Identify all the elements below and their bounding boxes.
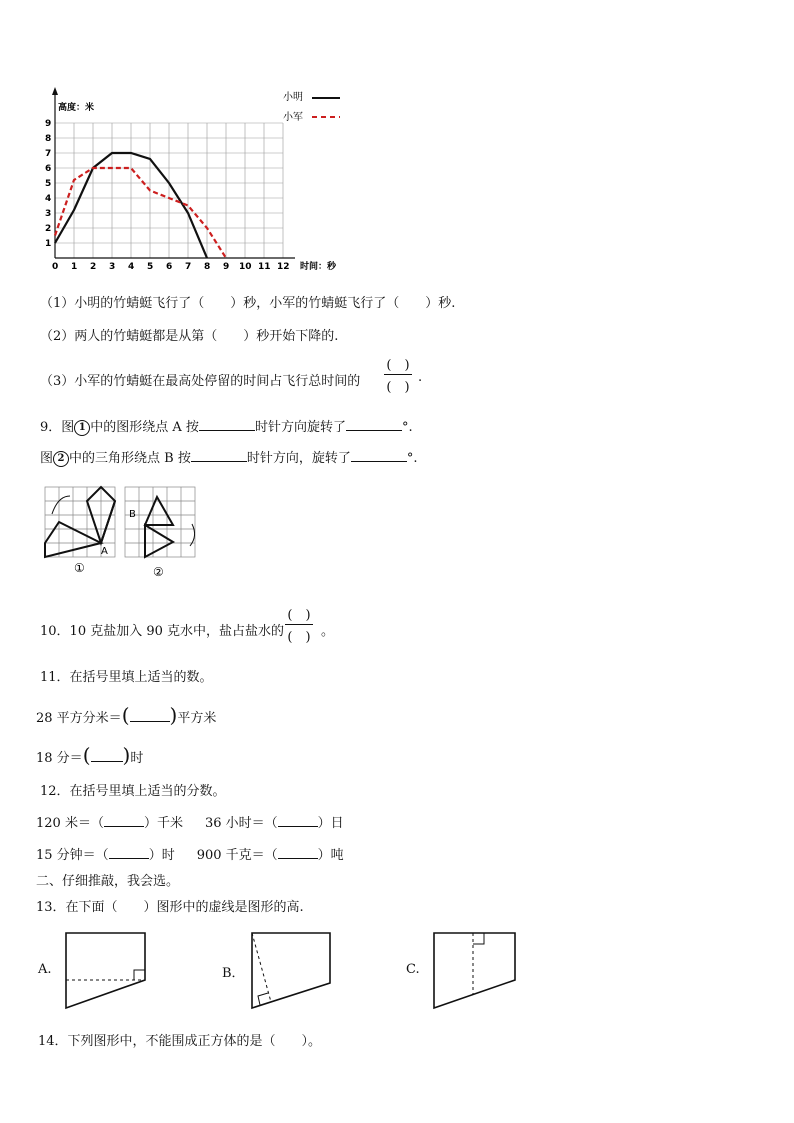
chart-series — [55, 153, 226, 258]
q9-blank-direction-2[interactable] — [191, 461, 247, 462]
figure2-grid — [125, 487, 195, 557]
figure-a — [66, 933, 145, 1008]
figure2-caption: ② — [153, 565, 164, 579]
chart-grid — [55, 123, 283, 258]
figure-c — [434, 933, 515, 1008]
q9-text-a: 9．图 — [40, 420, 75, 435]
q12-blank-3[interactable] — [109, 858, 149, 859]
q9-blank-angle-1[interactable] — [346, 430, 402, 431]
y-tick-label: 1 — [45, 239, 52, 249]
q9-line2 — [40, 447, 418, 467]
q12-line2: 15 分钟＝（ ）时 900 千克＝（ ）吨 — [36, 848, 344, 863]
y-axis-arrow — [52, 87, 58, 95]
x-tick-label: 8 — [204, 262, 211, 272]
q10-end: 。 — [321, 624, 335, 639]
q8-sub1: （1）小明的竹蜻蜓飞行了（ ）秒，小军的竹蜻蜓飞行了（ ）秒. — [40, 296, 456, 311]
rotation-figures — [40, 484, 210, 580]
figure2-shape — [145, 497, 173, 557]
q12-blank-1[interactable] — [104, 826, 144, 827]
y-tick-label: 3 — [45, 209, 52, 219]
section-heading: 二、仔细推敲，我会选。 — [36, 874, 180, 889]
q11-l1-right: 平方米 — [177, 711, 217, 726]
y-tick-label: 8 — [45, 134, 52, 144]
y-tick-label: 7 — [45, 149, 52, 159]
point-b-label: B — [129, 509, 136, 520]
flight-height-chart — [0, 80, 360, 280]
q8-sub2: （2）两人的竹蜻蜓都是从第（ ）秒开始下降的. — [40, 329, 339, 344]
figure1-caption: ① — [74, 561, 85, 575]
q13-title: 13．在下面（ ）图形中的虚线是图形的高. — [36, 900, 304, 915]
y-tick-label: 5 — [45, 179, 52, 189]
x-tick-label: 9 — [223, 262, 230, 272]
q9-text-d2: °. — [406, 451, 418, 466]
x-tick-label: 7 — [185, 262, 192, 272]
q9-blank-angle-2[interactable] — [351, 461, 407, 462]
q11-blank-1[interactable]: ( ) — [121, 703, 178, 727]
q13-option-c-label[interactable]: C. — [406, 962, 420, 977]
q9-text-b2: 中的三角形绕点 B 按 — [69, 451, 191, 466]
fraction-numerator: ( ) — [386, 358, 410, 373]
q13-option-a-label[interactable]: A. — [38, 962, 52, 977]
fraction-denominator: ( ) — [287, 630, 311, 645]
x-axis-label: 时间：秒 — [300, 262, 337, 272]
x-tick-label: 11 — [258, 262, 271, 272]
q11-l2-right: 时 — [130, 751, 144, 766]
q9-line1 — [40, 416, 413, 436]
q12-blank-4[interactable] — [278, 858, 318, 859]
q12-line1: 120 米＝（ ）千米 36 小时＝（ ）日 — [36, 816, 344, 831]
x-tick-label: 2 — [90, 262, 97, 272]
y-axis-label: 高度：米 — [58, 103, 95, 113]
x-tick-label: 5 — [147, 262, 154, 272]
q11-line2 — [36, 743, 143, 767]
q9-blank-direction-1[interactable] — [199, 430, 255, 431]
y-tick-label: 2 — [45, 224, 52, 234]
q11-l2-left: 18 分＝ — [36, 751, 83, 766]
q9-text-c2: 时针方向，旋转了 — [246, 451, 351, 466]
y-tick-label: 9 — [45, 119, 52, 129]
q12-title: 12．在括号里填上适当的分数。 — [40, 784, 226, 799]
q14-title: 14．下列图形中，不能围成正方体的是（ ）。 — [38, 1034, 322, 1049]
q11-l1-left: 28 平方分米＝ — [36, 711, 122, 726]
q8-sub3: （3）小军的竹蜻蜓在最高处停留的时间占飞行总时间的 — [40, 374, 361, 389]
fraction-bar — [384, 374, 412, 375]
x-tick-label: 3 — [109, 262, 116, 272]
x-tick-label: 4 — [128, 262, 135, 272]
q8-end: . — [418, 370, 423, 385]
legend-label-xiaoming: 小明 — [283, 92, 303, 103]
q11-line1 — [36, 703, 216, 727]
circle-number-2: 2 — [53, 451, 69, 467]
y-tick-label: 6 — [45, 164, 52, 174]
q11-title: 11．在括号里填上适当的数。 — [40, 670, 213, 685]
q8-fraction-blank[interactable] — [384, 354, 412, 395]
circle-number-1: 1 — [74, 420, 90, 436]
q10-fraction-blank[interactable] — [285, 604, 313, 645]
q9-text-b: 中的图形绕点 A 按 — [90, 420, 199, 435]
x-tick-label: 10 — [239, 262, 252, 272]
fraction-denominator: ( ) — [386, 380, 410, 395]
fraction-numerator: ( ) — [287, 608, 311, 623]
x-tick-label: 12 — [277, 262, 290, 272]
q12-blank-2[interactable] — [278, 826, 318, 827]
q9-text-a2: 图 — [40, 451, 54, 466]
q9-text-d: °. — [401, 420, 413, 435]
q13-option-b-label[interactable]: B． — [222, 966, 245, 981]
figure-b — [252, 933, 330, 1008]
x-tick-label: 6 — [166, 262, 173, 272]
q13-figures — [60, 928, 530, 1012]
x-tick-label: 1 — [71, 262, 78, 272]
q11-blank-2[interactable]: ( ) — [82, 743, 131, 767]
x-tick-label: 0 — [52, 262, 59, 272]
q9-text-c: 时针方向旋转了 — [254, 420, 346, 435]
y-tick-label: 4 — [45, 194, 52, 204]
q10-text: 10．10 克盐加入 90 克水中，盐占盐水的 — [40, 624, 285, 639]
legend-label-xiaojun: 小军 — [283, 112, 303, 123]
fraction-bar — [285, 624, 313, 625]
rotation-arrow-1 — [52, 496, 70, 514]
point-a-label: A — [101, 546, 108, 557]
